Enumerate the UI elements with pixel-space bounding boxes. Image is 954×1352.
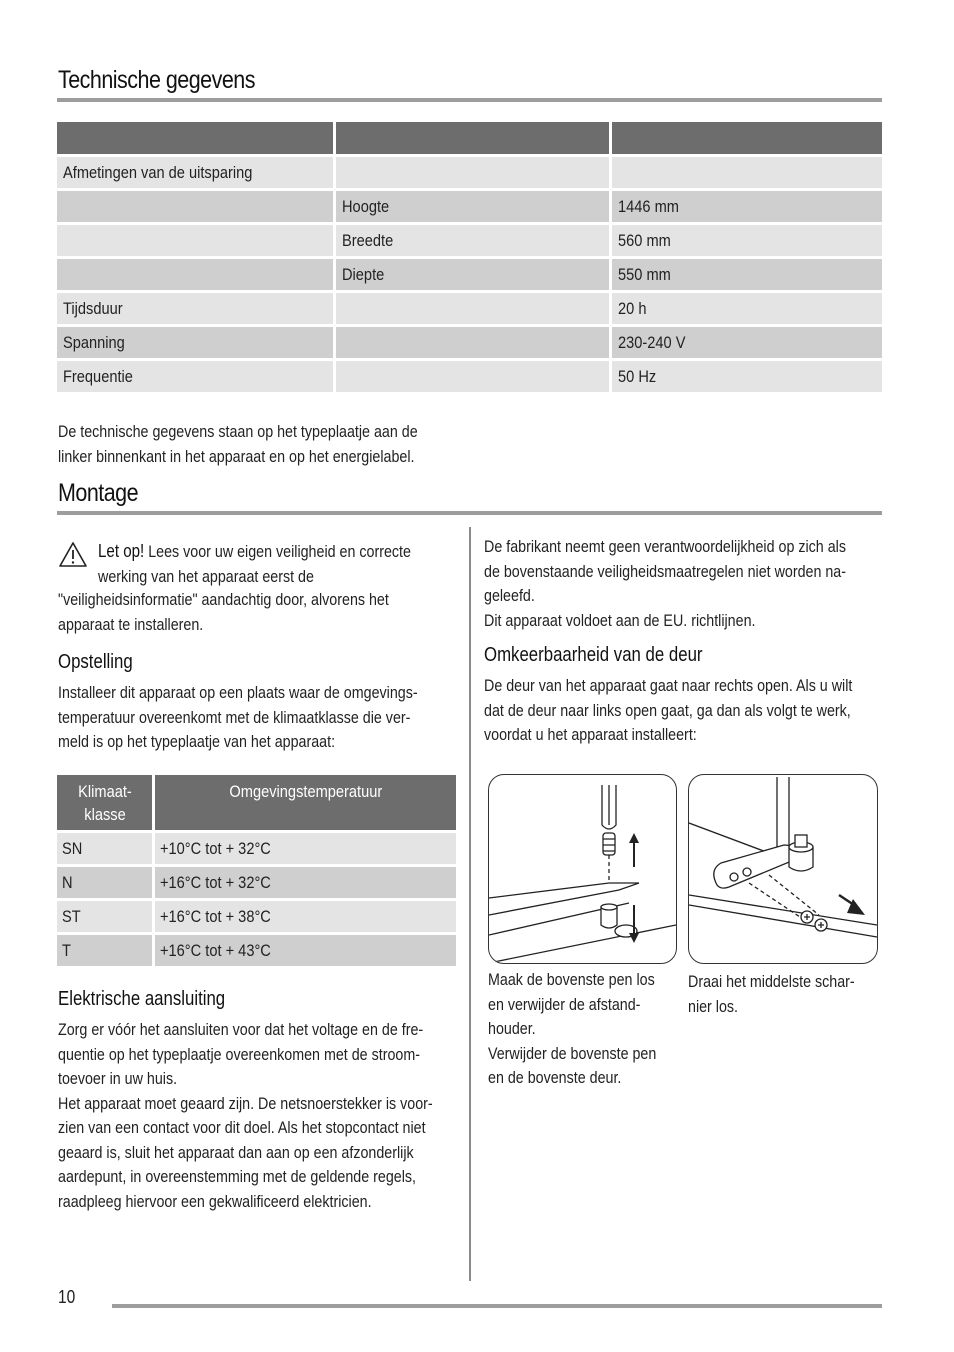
subsection-title-opstelling: Opstelling (58, 651, 133, 673)
table-cell: Spanning (57, 327, 336, 361)
table-cell (57, 259, 336, 293)
table-row (57, 833, 456, 867)
table-row (57, 191, 882, 225)
text-line: De fabrikant neemt geen verantwoordelijkheid op zich als (484, 537, 846, 556)
table-header-row (57, 122, 882, 157)
table-header-row (57, 775, 456, 833)
table-cell: 1446 mm (612, 191, 882, 225)
table-cell (612, 157, 882, 191)
text-line: temperatuur overeenkomt met de klimaatklasse die ver- (58, 707, 411, 727)
warning-label: Let op! (98, 541, 145, 561)
right-intro-text (484, 535, 915, 633)
elektrisch-text (58, 1018, 504, 1214)
title-rule (57, 511, 882, 515)
table-row (57, 867, 456, 901)
table-cell: +16°C tot + 43°C (155, 935, 456, 969)
text-line: voordat u het apparaat installeert: (484, 725, 697, 744)
text-line: linker binnenkant in het apparaat en op het energielabel. (58, 446, 415, 466)
text-line: quentie op het typeplaatje overeenkomen met de stroom- (58, 1044, 420, 1064)
text-line: "veiligheidsinformatie" aandachtig door, alvorens het (58, 590, 389, 609)
table-cell (336, 327, 612, 361)
table-cell: Breedte (336, 225, 612, 259)
table-cell: 230-240 V (612, 327, 882, 361)
text-line: nier los. (688, 996, 739, 1016)
text-line: Verwijder de bovenste pen (488, 1043, 657, 1063)
text-line: toevoer in uw huis. (58, 1069, 178, 1088)
figure2-caption (688, 970, 886, 1019)
figure-unscrew-middle-hinge (688, 774, 878, 964)
warning-text-cont (58, 588, 452, 637)
subsection-title-elektrische-aansluiting: Elektrische aansluiting (58, 988, 226, 1010)
table-cell: 560 mm (612, 225, 882, 259)
table-cell: SN (57, 833, 155, 867)
figure1-caption (488, 968, 688, 1091)
table-cell: T (57, 935, 155, 969)
header-omgevingstemperatuur: Omgevingstemperatuur (155, 775, 456, 833)
footer-rule (112, 1304, 882, 1308)
section-title-montage: Montage (58, 479, 139, 507)
table-cell: Frequentie (57, 361, 336, 395)
text-line: dat de deur naar links open gaat, ga dan als volgt te werk, (484, 700, 851, 720)
table-cell: Tijdsduur (57, 293, 336, 327)
climate-class-table (57, 775, 456, 969)
figure-remove-top-pin (488, 774, 677, 964)
text-line: Maak de bovenste pen los (488, 970, 655, 989)
text-line: meld is op het typeplaatje van het apparaat: (58, 732, 336, 751)
table-cell: 20 h (612, 293, 882, 327)
page-number: 10 (58, 1287, 76, 1307)
header-klimaatklasse: Klimaat-klasse (57, 775, 155, 833)
table-cell: +16°C tot + 32°C (155, 867, 456, 901)
text-line: De technische gegevens staan op het typeplaatje aan de (58, 422, 418, 441)
table-cell: +10°C tot + 32°C (155, 833, 456, 867)
text-line: Lees voor uw eigen veiligheid en correcte (144, 542, 411, 561)
table-cell: +16°C tot + 38°C (155, 901, 456, 935)
text-line: raadpleeg hiervoor een gekwalificeerd elektricien. (58, 1191, 372, 1211)
text-line: houder. (488, 1019, 536, 1038)
technical-data-table (57, 122, 882, 395)
text-line: Dit apparaat voldoet aan de EU. richtlijnen. (484, 610, 756, 630)
text-line: werking van het apparaat eerst de (98, 566, 314, 586)
text-line: Zorg er vóór het aansluiten voor dat het voltage en de fre- (58, 1020, 424, 1039)
text-line: apparaat te installeren. (58, 614, 204, 634)
table-cell: 550 mm (612, 259, 882, 293)
text-line: geaard is, sluit het apparaat dan aan op een afzonderlijk (58, 1142, 414, 1162)
table-cell (57, 191, 336, 225)
table-row (57, 901, 456, 935)
table-row (57, 157, 882, 191)
table-row (57, 361, 882, 395)
technical-note (58, 420, 486, 469)
table-cell: 50 Hz (612, 361, 882, 395)
warning-text (98, 539, 471, 589)
table-cell: Diepte (336, 259, 612, 293)
table-row (57, 327, 882, 361)
table-cell (57, 225, 336, 259)
table-cell (336, 361, 612, 395)
table-row (57, 935, 456, 969)
title-rule (57, 98, 882, 102)
text-line: Draai het middelste schar- (688, 972, 855, 991)
text-line: zien van een contact voor dit doel. Als het stopcontact niet (58, 1118, 426, 1137)
section-title-technische-gegevens: Technische gegevens (58, 66, 255, 94)
table-cell: N (57, 867, 155, 901)
table-row (57, 259, 882, 293)
middle-hinge-illustration (689, 775, 877, 963)
table-row (57, 225, 882, 259)
text-line: en verwijder de afstand- (488, 994, 641, 1014)
subsection-title-omkeerbaarheid: Omkeerbaarheid van de deur (484, 644, 703, 666)
table-cell (336, 157, 612, 191)
table-cell: Afmetingen van de uitsparing (57, 157, 336, 191)
warning-icon (58, 541, 88, 568)
text-line: De deur van het apparaat gaat naar rechts open. Als u wilt (484, 676, 853, 695)
table-cell: ST (57, 901, 155, 935)
opstelling-text (58, 681, 486, 755)
hinge-pin-illustration (489, 775, 676, 963)
text-line: Het apparaat moet geaard zijn. De netsnoerstekker is voor- (58, 1093, 433, 1113)
text-line: en de bovenste deur. (488, 1068, 622, 1087)
table-cell (336, 293, 612, 327)
text-line: de bovenstaande veiligheidsmaatregelen niet worden na- (484, 561, 847, 581)
text-line: geleefd. (484, 586, 535, 605)
text-line: aardepunt, in overeenstemming met de geldende regels, (58, 1167, 417, 1186)
table-row (57, 293, 882, 327)
omkeer-text (484, 674, 923, 748)
table-cell: Hoogte (336, 191, 612, 225)
text-line: Installeer dit apparaat op een plaats waar de omgevings- (58, 683, 418, 702)
